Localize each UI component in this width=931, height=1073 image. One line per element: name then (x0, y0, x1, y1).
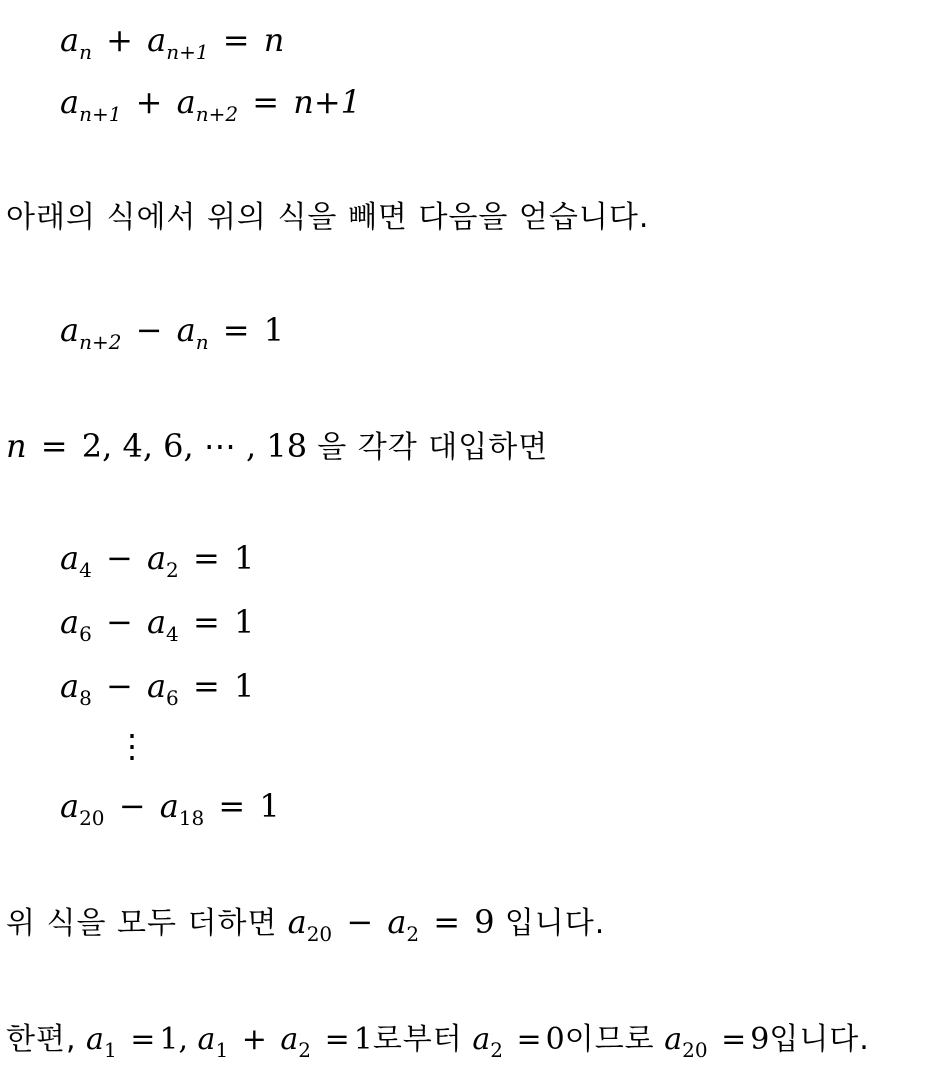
subscript: 1 (215, 1038, 229, 1062)
var-a: a (280, 1022, 299, 1057)
subscript: 18 (178, 806, 205, 830)
var-a: a (664, 1022, 683, 1057)
plus-sign: + (106, 21, 133, 59)
rhs: n (263, 21, 285, 59)
var-a: a (146, 667, 167, 705)
subscript: n+2 (79, 330, 122, 354)
plus-sign: + (135, 83, 163, 121)
subscript: 2 (490, 1038, 503, 1062)
var-a: a (176, 311, 196, 349)
value: 0 (545, 1022, 565, 1057)
subscript: n+1 (79, 102, 122, 126)
var-a: a (60, 667, 80, 705)
equals-sign: = (324, 1022, 350, 1057)
minus-sign: − (105, 539, 133, 577)
rhs: 1 (259, 787, 280, 825)
text-conclusion (6, 1020, 870, 1060)
equation-row (60, 666, 255, 710)
equals-sign: = (252, 83, 280, 121)
equals-sign: = (192, 539, 220, 577)
subscript: n (79, 40, 92, 64)
equals-sign: = (721, 1022, 747, 1057)
equation-row (60, 538, 255, 582)
var-a: a (60, 787, 80, 825)
equation-last (60, 786, 280, 830)
subscript: 8 (79, 686, 92, 710)
subscript: 2 (406, 922, 420, 946)
equation-1 (60, 20, 285, 64)
var-a: a (197, 1022, 216, 1057)
subscript: 1 (103, 1038, 117, 1062)
minus-sign: − (105, 603, 133, 641)
subscript: 20 (306, 922, 333, 946)
var-a: a (159, 787, 179, 825)
equation-row (60, 602, 255, 646)
subscript: 4 (79, 558, 92, 582)
subscript: 6 (166, 686, 179, 710)
var-n: n (6, 427, 27, 465)
value-list: 2, 4, 6, ⋯ , 18 (81, 427, 308, 465)
equals-sign: = (516, 1022, 542, 1057)
text-suffix: 입니다. (769, 1022, 870, 1057)
equation-3 (60, 310, 285, 354)
subscript: 6 (79, 622, 92, 646)
text-subtract: 아래의 식에서 위의 식을 빼면 다음을 얻습니다. (6, 200, 650, 235)
value: 1 (353, 1022, 373, 1057)
equals-sign: = (222, 311, 250, 349)
rhs: 9 (474, 903, 495, 941)
equals-sign: = (222, 21, 250, 59)
subscript: n+1 (166, 40, 209, 64)
var-a: a (60, 21, 80, 59)
value: 9 (750, 1022, 770, 1057)
subscript: n (195, 330, 209, 354)
var-a: a (86, 1022, 104, 1057)
text-prefix: 위 식을 모두 더하면 (6, 906, 278, 941)
subscript: 2 (298, 1038, 312, 1062)
subscript: 20 (79, 806, 105, 830)
rhs: 1 (233, 603, 255, 641)
rhs: n+1 (293, 83, 361, 121)
value: 1 (159, 1022, 179, 1057)
minus-sign: − (105, 667, 133, 705)
equals-sign: = (433, 903, 461, 941)
text-suffix: 입니다. (504, 906, 606, 941)
var-a: a (147, 21, 167, 59)
minus-sign: − (135, 311, 163, 349)
var-a: a (60, 311, 80, 349)
var-a: a (60, 83, 80, 121)
comma: , (178, 1022, 188, 1057)
equals-sign: = (40, 427, 68, 465)
text-prefix: 한편, (6, 1022, 77, 1057)
var-a: a (287, 903, 307, 941)
rhs: 1 (233, 539, 255, 577)
plus-sign: + (241, 1022, 267, 1057)
var-a: a (176, 83, 196, 121)
equals-sign: = (218, 787, 246, 825)
text-mid2: 이므로 (564, 1022, 655, 1057)
var-a: a (387, 903, 407, 941)
text-sum (6, 902, 605, 944)
subscript: 20 (682, 1038, 708, 1062)
var-a: a (60, 603, 80, 641)
text-suffix: 을 각각 대입하면 (317, 430, 549, 465)
equals-sign: = (130, 1022, 156, 1057)
minus-sign: − (346, 903, 374, 941)
minus-sign: − (118, 787, 146, 825)
text-mid: 로부터 (372, 1022, 463, 1057)
equals-sign: = (192, 603, 220, 641)
text-substitute (6, 426, 548, 468)
var-a: a (472, 1022, 491, 1057)
rhs: 1 (263, 311, 285, 349)
rhs: 1 (233, 667, 255, 705)
equals-sign: = (192, 667, 220, 705)
subscript: n+2 (195, 102, 239, 126)
var-a: a (60, 539, 80, 577)
vertical-ellipsis: ⋮ (116, 727, 148, 765)
subscript: 4 (166, 622, 179, 646)
subscript: 2 (166, 558, 179, 582)
var-a: a (146, 603, 167, 641)
equation-2 (60, 82, 361, 126)
var-a: a (146, 539, 167, 577)
